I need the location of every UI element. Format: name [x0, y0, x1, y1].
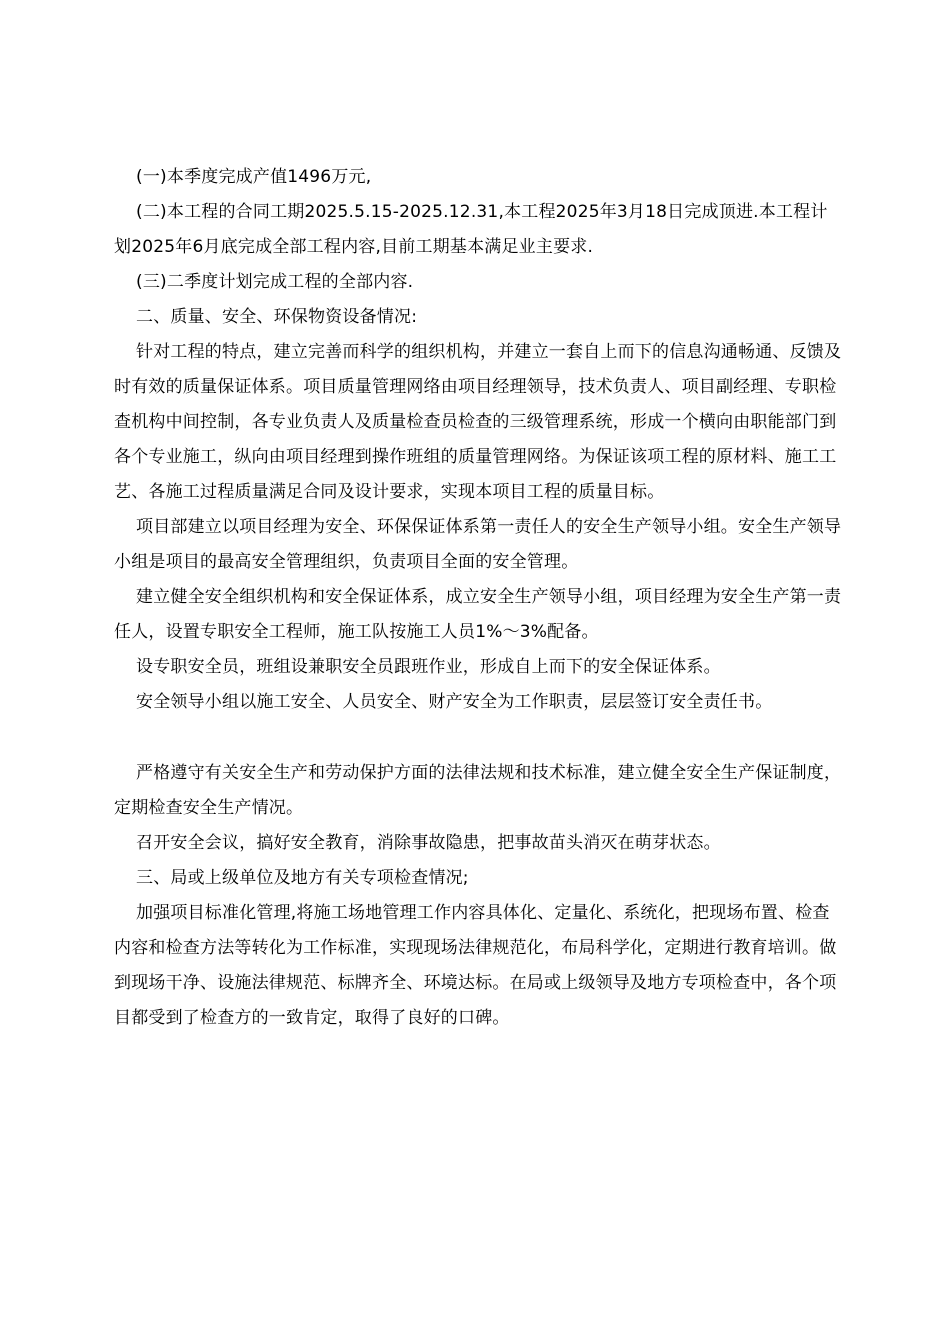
- paragraph-safety-meetings: 召开安全会议，搞好安全教育，消除事故隐患，把事故苗头消灭在萌芽状态。: [136, 833, 721, 853]
- section-heading-quality-safety: 二、质量、安全、环保物资设备情况:: [136, 307, 418, 327]
- paragraph-q2-plan: (三)二季度计划完成工程的全部内容.: [136, 272, 414, 292]
- paragraph-output-value: (一)本季度完成产值1496万元,: [136, 167, 372, 187]
- paragraph-schedule: (二)本工程的合同工期2025.5.15-2025.12.31,本工程2025年3月18日完成顶进.本工程计划2025年6月底完成全部工程内容,目前工期基本满足业主要求.: [114, 202, 828, 257]
- paragraph-safety-responsibility: 安全领导小组以施工安全、人员安全、财产安全为工作职责，层层签订安全责任书。: [136, 692, 773, 712]
- paragraph-safety-officers: 设专职安全员，班组设兼职安全员跟班作业，形成自上而下的安全保证体系。: [136, 657, 721, 677]
- paragraph-quality-system: 针对工程的特点，建立完善而科学的组织机构，并建立一套自上而下的信息沟通畅通、反馈及时有效的质量保证体系。项目质量管理网络由项目经理领导，技术负责人、项目副经理、专职检查机构中间控制，各专业负责人及质量检查员检查的三级管理系统，形成一个横向由职能部门到各个专业施工，纵向由项目经理到操作班组的质量管理网络。为保证该项工程的原材料、施工工艺、各施工过程质量满足合同及设计要求，实现本项目工程的质量目标。: [114, 342, 842, 502]
- paragraph-laws-regulations: 严格遵守有关安全生产和劳动保护方面的法律法规和技术标准，建立健全安全生产保证制度，定期检查安全生产情况。: [114, 763, 842, 818]
- paragraph-safety-leadership: 项目部建立以项目经理为安全、环保保证体系第一责任人的安全生产领导小组。安全生产领导小组是项目的最高安全管理组织，负责项目全面的安全管理。: [114, 517, 842, 572]
- section-heading-inspections: 三、局或上级单位及地方有关专项检查情况;: [136, 868, 469, 888]
- document-body: [114, 160, 844, 1036]
- paragraph-standardization: 加强项目标准化管理,将施工场地管理工作内容具体化、定量化、系统化，把现场布置、检查内容和检查方法等转化为工作标准，实现现场法律规范化，布局科学化，定期进行教育培训。做到现场干净、设施法律规范、标牌齐全、环境达标。在局或上级领导及地方专项检查中，各个项目都受到了检查方的一致肯定，取得了良好的口碑。: [114, 903, 837, 1028]
- paragraph-safety-organization: 建立健全安全组织机构和安全保证体系，成立安全生产领导小组，项目经理为安全生产第一责任人，设置专职安全工程师，施工队按施工人员1%～3%配备。: [114, 587, 842, 642]
